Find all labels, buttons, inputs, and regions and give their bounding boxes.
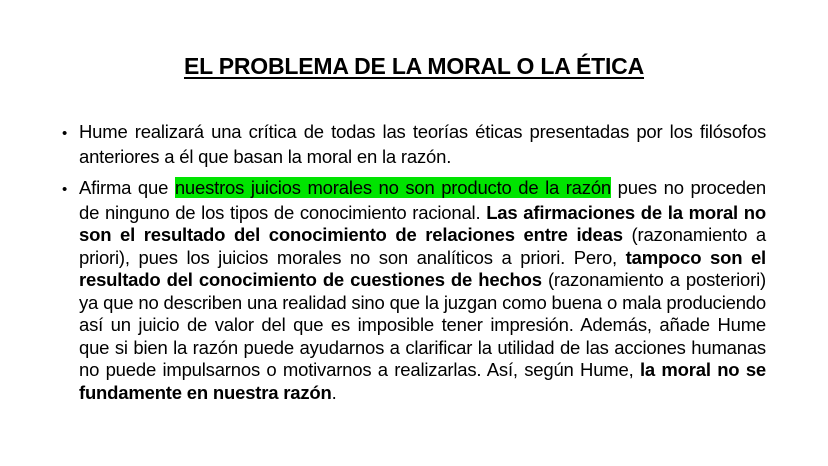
text-segment: nuestros juicios morales no son producto de la razón [174, 177, 612, 198]
text-segment: tampoco son el resultado del conocimiento de cuestiones de hechos [79, 246, 766, 290]
bullet-item [62, 121, 766, 168]
text-segment: Las afirmaciones de la moral no son el resultado del conocimiento de relaciones entre ideas [79, 201, 766, 245]
text-segment: (razonamiento a priori), pues los juicios morales no son analíticos a priori. Pero, [79, 224, 766, 268]
bullet-list [62, 121, 766, 404]
text-segment: la moral no se fundamente en nuestra razón [79, 359, 767, 403]
bullet-icon: • [62, 181, 68, 198]
slide-title [0, 0, 828, 80]
text-segment: pues no proceden de ninguno de los tipos de conocimiento racional. [79, 177, 766, 223]
text-segment: . [331, 381, 337, 403]
text-segment: (razonamiento a posteriori) ya que no describen una realidad sino que la juzgan como buena o mala produciendo así un juicio de valor del que es imposible tener impresión. Además, añade Hume que si bien la razón puede ayudarnos a clarificar la utilidad de las acciones humanas no puede impulsarnos o motivarnos a realizarlas. Así, según Hume, [79, 269, 766, 380]
text-segment: Hume realizará una crítica de todas las teorías éticas presentadas por los filósofos anteriores a él que basan la moral en la razón. [79, 121, 766, 167]
slide-title-text: EL PROBLEMA DE LA MORAL O LA ÉTICA [183, 53, 645, 79]
bullet-icon: • [62, 125, 68, 142]
text-segment: Afirma que [79, 177, 175, 198]
bullet-item [62, 177, 766, 404]
